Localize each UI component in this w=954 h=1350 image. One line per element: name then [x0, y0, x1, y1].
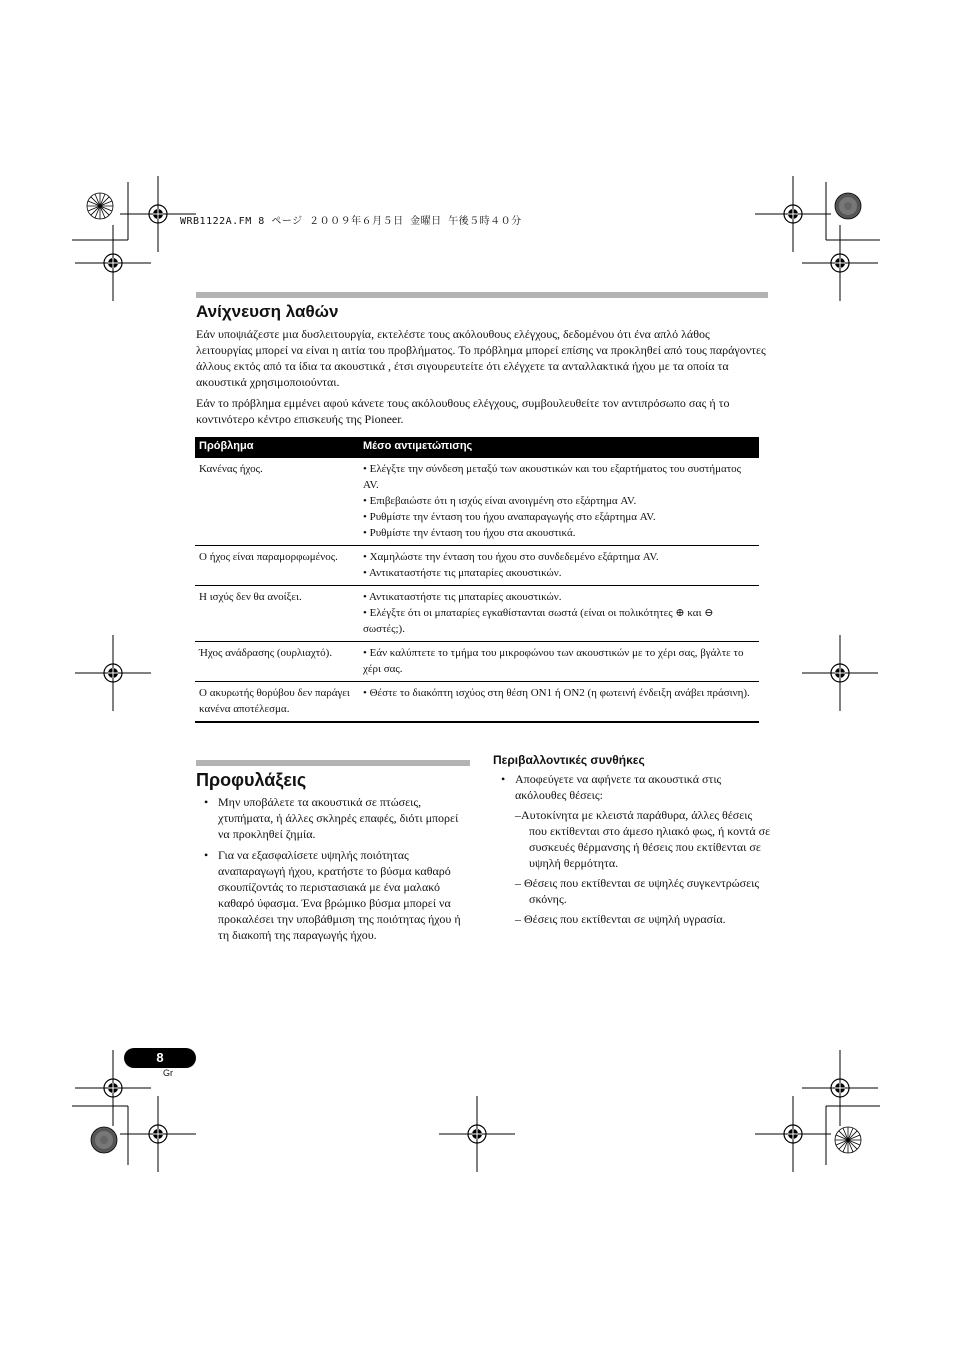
language-code: Gr [163, 1068, 173, 1078]
page-number-badge [124, 1048, 196, 1068]
remedy-cell [359, 546, 759, 586]
table-row [195, 546, 759, 586]
remedy-item: • Ρυθμίστε την ένταση του ήχου στα ακουστικά. [363, 527, 576, 539]
remedy-item: • Ρυθμίστε την ένταση του ήχου αναπαραγωγής στο εξάρτημα AV. [363, 511, 656, 523]
col-header-remedy: Μέσο αντιμετώπισης [359, 437, 759, 458]
troubleshooting-table [195, 437, 759, 723]
dash-item: – Θέσεις που εκτίθενται σε υψηλή υγρασία. [515, 912, 726, 926]
remedy-item: • Επιβεβαιώστε ότι η ισχύς είναι ανοιγμένη στο εξάρτημα AV. [363, 495, 637, 507]
col-header-problem: Πρόβλημα [195, 437, 359, 458]
dash-item: – Θέσεις που εκτίθενται σε υψηλές συγκεντρώσεις σκόνης. [515, 876, 760, 906]
intro-paragraph-2: Εάν το πρόβλημα εμμένει αφού κάνετε τους ακόλουθους ελέγχους, συμβουλευθείτε τον αντιπρόσωπο σας ή το κοντινότερο κέντρο επισκευής της Pioneer. [196, 396, 730, 426]
remedy-item: • Αντικαταστήστε τις μπαταρίες ακουστικών. [363, 567, 562, 579]
remedy-cell [359, 642, 759, 682]
list-item: • Αποφεύγετε να αφήνετε τα ακουστικά στις ακόλουθες θέσεις: [493, 771, 773, 803]
remedy-cell [359, 682, 759, 723]
intro-paragraph-1: Εάν υποψιάζεστε μια δυσλειτουργία, εκτελέστε τους ακόλουθους ελέγχους, δεδομένου ότι ένα απλό λάθος λειτουργίας μπορεί να είναι η αιτία του προβλήματος. Το πρόβλημα μπορεί επίσης να προκληθεί από τους παράγοντες άλλους εκτός από τα ίδια τα ακουστικά , έτσι σιγουρευτείτε ότι ελέγχετε τα ανταλλακτικά ήχου με τα οποία τα ακουστικά χρησιμοποιούνται. [196, 327, 766, 389]
remedy-cell [359, 586, 759, 642]
page-number: 8 [156, 1050, 164, 1065]
subsection-title-environment: Περιβαλλοντικές συνθήκες [493, 753, 645, 767]
print-header-line: WRB1122A.FM 8 ページ ２００９年６月５日 金曜日 午後５時４０分 [180, 216, 522, 227]
remedy-item: • Θέστε το διακόπτη ισχύος στη θέση ON1 ή ON2 (η φωτεινή ένδειξη ανάβει πράσινη). [363, 687, 750, 699]
remedy-item: • Αντικαταστήστε τις μπαταρίες ακουστικών. [363, 591, 562, 603]
problem-cell: Κανένας ήχος. [195, 458, 359, 546]
section-title-troubleshooting: Ανίχνευση λαθών [196, 302, 339, 321]
remedy-item: • Ελέγξτε την σύνδεση μεταξύ των ακουστικών και του εξαρτήματος του συστήματος AV. [363, 463, 742, 491]
remedy-cell [359, 458, 759, 546]
list-item: • Μην υποβάλετε τα ακουστικά σε πτώσεις, χτυπήματα, ή άλλες σκληρές επαφές, διότι μπορεί να προκληθεί ζημία. [196, 794, 470, 842]
problem-cell: Ο ακυρωτής θορύβου δεν παράγει κανένα αποτέλεσμα. [195, 682, 359, 723]
table-row [195, 682, 759, 723]
section-rule [196, 760, 470, 766]
table-row [195, 642, 759, 682]
section-rule [196, 292, 768, 298]
dash-item: –Αυτοκίνητα με κλειστά παράθυρα, άλλες θέσεις που εκτίθενται στο άμεσο ηλιακό φως, ή κοντά σε συσκευές θέρμανσης ή θέσεις που εκτίθενται σε υψηλή θερμότητα. [515, 808, 771, 870]
problem-cell: Ήχος ανάδρασης (ουρλιαχτό). [195, 642, 359, 682]
precautions-list [196, 794, 470, 948]
troubleshooting-intro [196, 326, 768, 427]
table-row [195, 458, 759, 546]
remedy-item: • Χαμηλώστε την ένταση του ήχου στο συνδεδεμένο εξάρτημα AV. [363, 551, 659, 563]
remedy-item: • Ελέγξτε ότι οι μπαταρίες εγκαθίστανται σωστά (είναι οι πολικότητες ⊕ και ⊖ σωστές;). [363, 607, 714, 635]
list-item: • Για να εξασφαλίσετε υψηλής ποιότητας αναπαραγωγή ήχου, κρατήστε το βύσμα καθαρό σκουπίζοντάς το περιστασιακά με ένα μαλακό καθαρό ύφασμα. Ένα βρώμικο βύσμα μπορεί να προκαλέσει την υποβάθμιση της ποιότητας ήχου ή τη διακοπή της παραγωγής ήχου. [196, 847, 470, 943]
table-row [195, 586, 759, 642]
problem-cell: Η ισχύς δεν θα ανοίξει. [195, 586, 359, 642]
environment-dash-list [515, 807, 773, 931]
section-title-precautions: Προφυλάξεις [196, 770, 307, 790]
environment-list [493, 771, 773, 808]
problem-cell: Ο ήχος είναι παραμορφωμένος. [195, 546, 359, 586]
remedy-item: • Εάν καλύπτετε το τμήμα του μικροφώνου των ακουστικών με το χέρι σας, βγάλτε το χέρι σας. [363, 647, 744, 675]
